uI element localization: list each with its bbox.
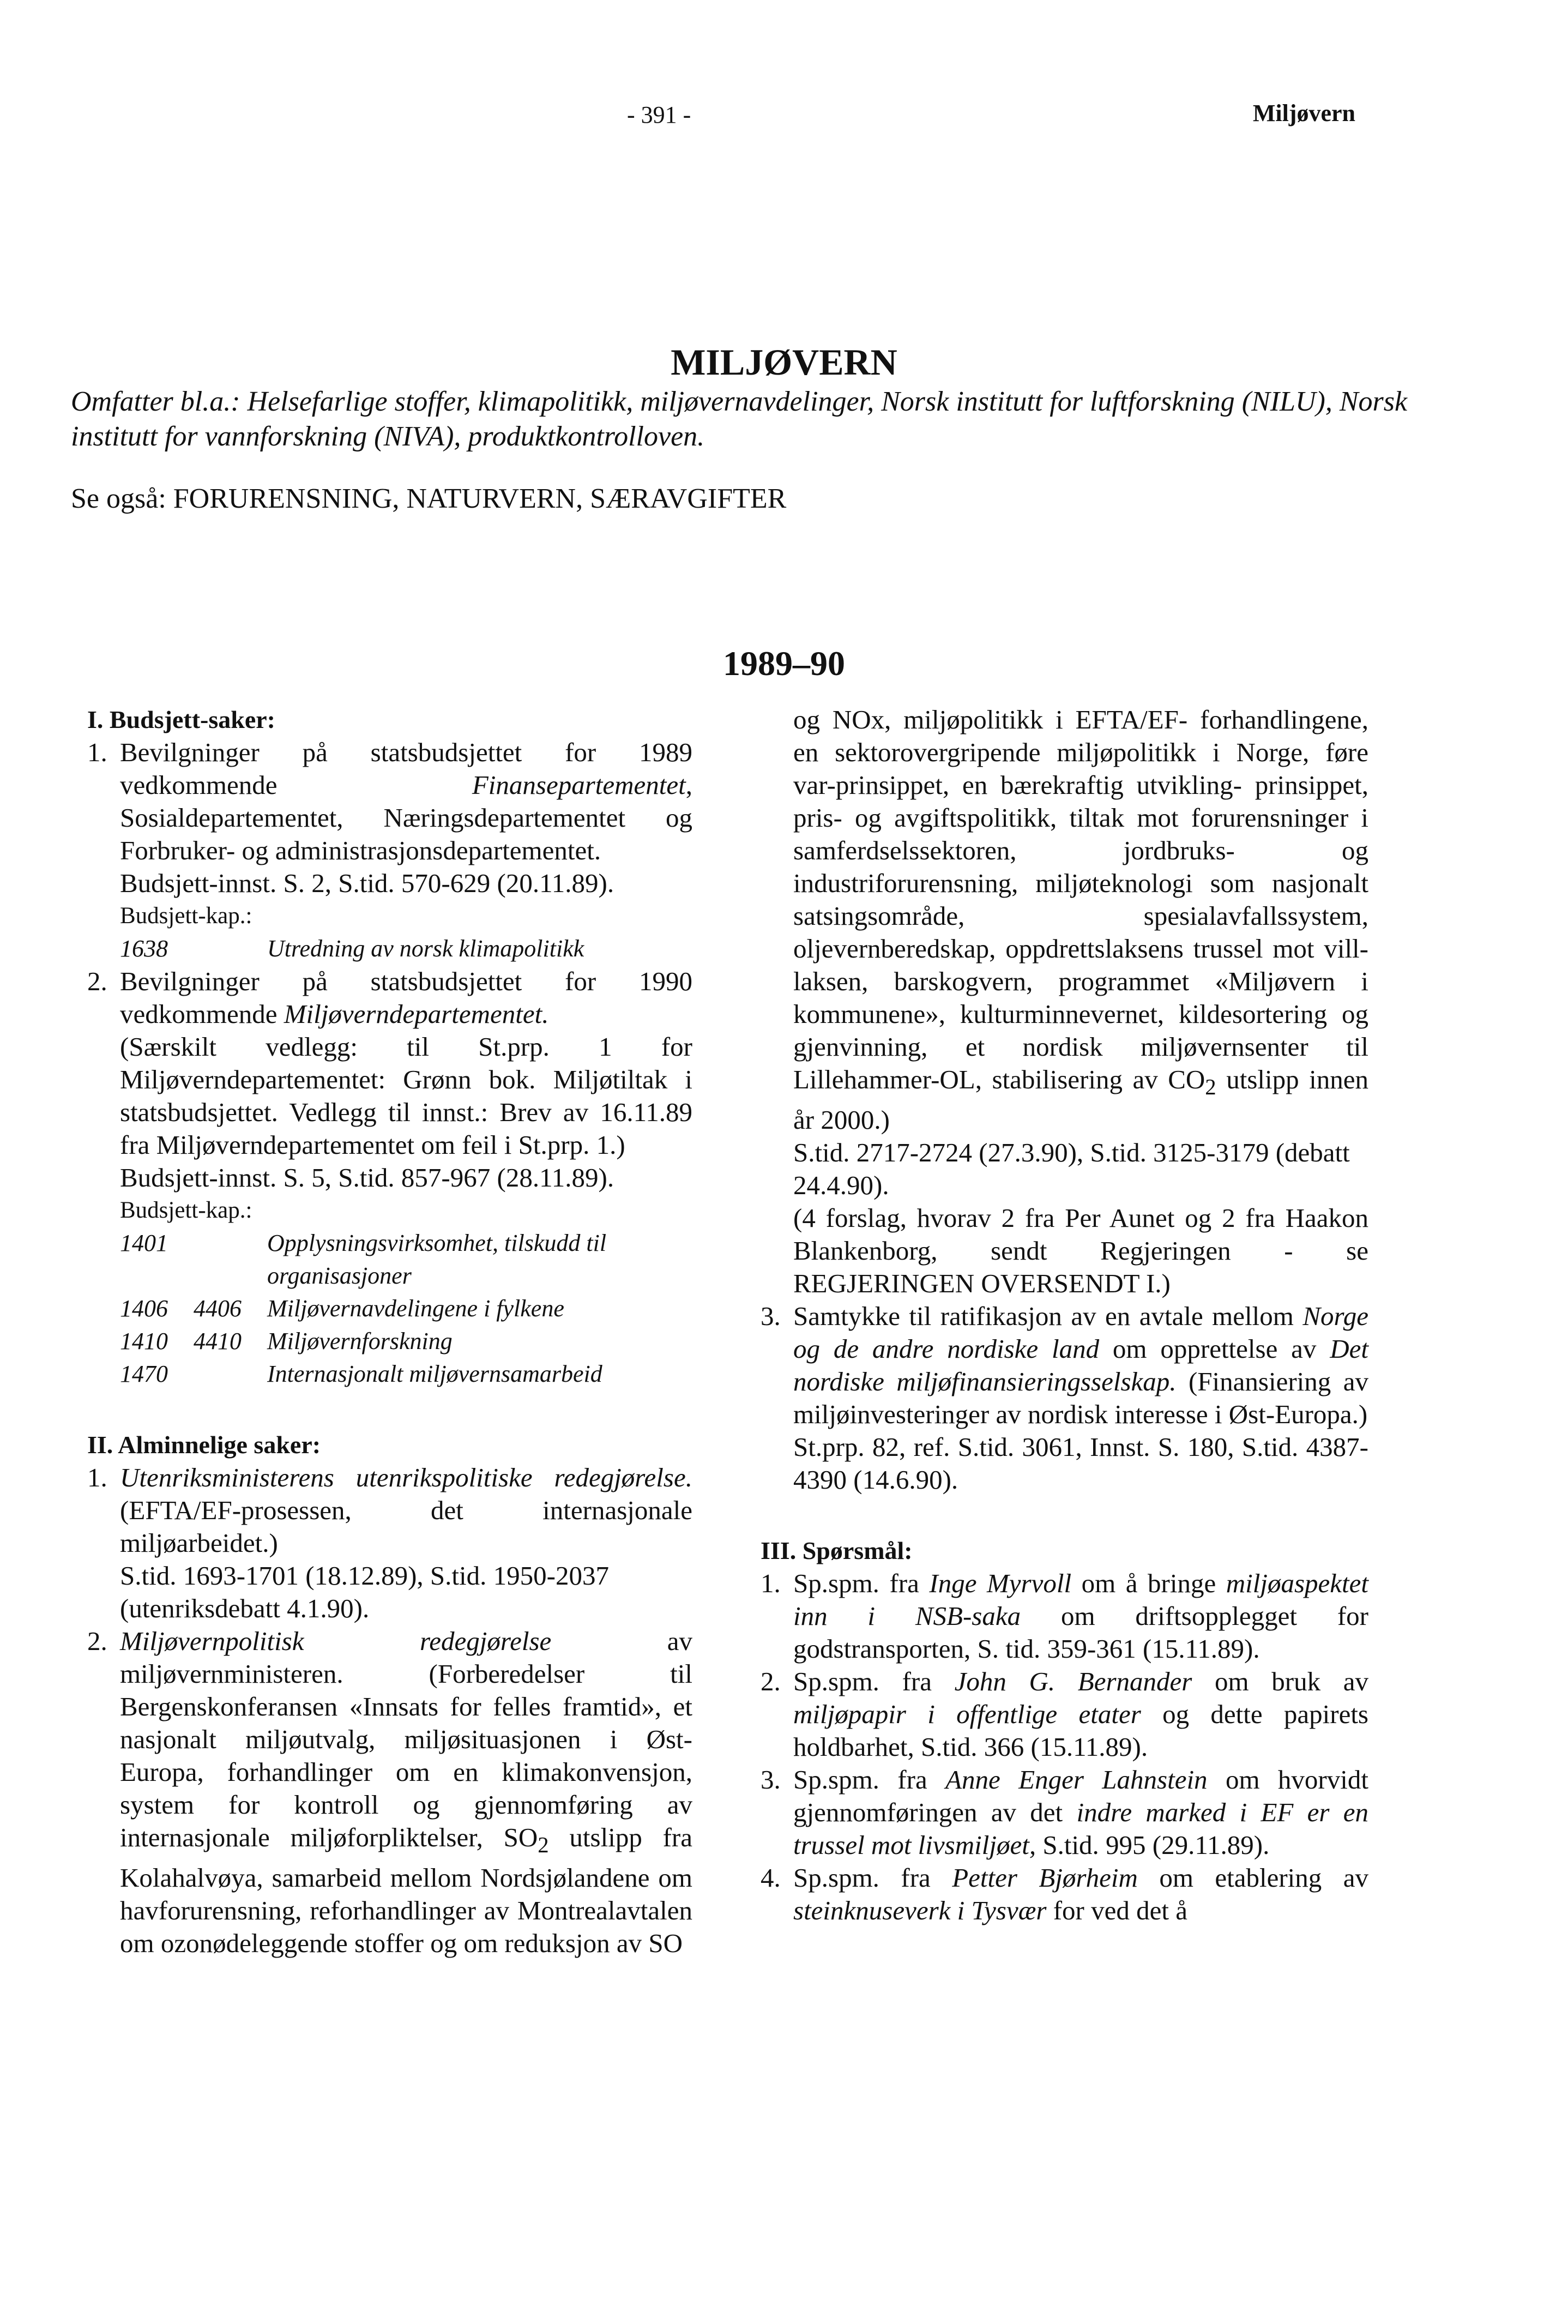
- item-text: Bevilgninger på statsbudsjettet for 1990 vedkommende Miljøverndepartementet.: [120, 966, 692, 1029]
- item-text: Sp.spm. fra Inge Myrvoll om å bringe miljøaspektet inn i NSB-saka om driftsopplegget for godstransporten, S. tid. 359-361 (15.11.89).: [793, 1568, 1368, 1664]
- see-also: Se også: FORURENSNING, NATURVERN, SÆRAVGIFTER: [71, 483, 787, 514]
- session-year: 1989–90: [723, 644, 845, 683]
- item-number: 1.: [761, 1568, 781, 1598]
- item-note: (Særskilt vedlegg: til St.prp. 1 for Miljøverndepartementet: Grønn bok. Miljøtiltak i statsbudsjettet. Vedlegg til innst.: Brev av 16.11.89 fra Miljøverndepartementet om feil i St.prp. 1.): [120, 1032, 692, 1160]
- budget-chapter-row: 1401 Opplysningsvirksomhet, tilskudd til organisasjoner: [120, 1230, 607, 1289]
- item-text: Bevilgninger på statsbudsjettet for 1989 vedkommende Finansepartementet, Sosialdepartementet, Næringsdepartementet og Forbruker- og administrasjonsdepartementet.: [120, 737, 692, 865]
- item-number: 1.: [87, 737, 107, 767]
- item-reference: S.tid. 1693-1701 (18.12.89), S.tid. 1950-2037 (utenriksdebatt 4.1.90).: [120, 1561, 609, 1623]
- item-note: (4 forslag, hvorav 2 fra Per Aunet og 2 fra Haakon Blankenborg, sendt Regjeringen - se REGJERINGEN OVERSENDT I.): [793, 1202, 1368, 1298]
- question-item: [761, 1567, 1368, 1665]
- item-number: 1.: [87, 1462, 107, 1492]
- page-title: MILJØVERN: [671, 341, 897, 383]
- question-item: [761, 1862, 1368, 1927]
- budget-chapter-row: 1410 4410 Miljøvernforskning: [120, 1328, 453, 1354]
- item-text: Sp.spm. fra Petter Bjørheim om etablering av steinknuseverk i Tysvær for ved det å: [793, 1862, 1368, 1925]
- item-number: 2.: [87, 1626, 107, 1656]
- scope-note: Omfatter bl.a.: Helsefarlige stoffer, klimapolitikk, miljøvernavdelinger, Norsk institutt for luftforskning (NILU), Norsk institutt for vannforskning (NIVA), produktkontrolloven.: [71, 386, 1408, 452]
- section-heading-questions: III. Spørsmål:: [761, 1536, 913, 1564]
- running-head: Miljøvern: [1252, 100, 1355, 127]
- item-number: 3.: [761, 1301, 781, 1331]
- general-item-3: [761, 1300, 1368, 1496]
- budget-chapter-label: Budsjett-kap.:: [120, 1197, 252, 1223]
- item-text: Utenriksministerens utenrikspolitiske redegjørelse. (EFTA/EF-prosessen, det internasjonale miljøarbeidet.): [120, 1462, 692, 1558]
- item-number: 2.: [761, 1666, 781, 1696]
- item-reference: Budsjett-innst. S. 5, S.tid. 857-967 (28.11.89).: [120, 1163, 614, 1193]
- question-item: [761, 1665, 1368, 1763]
- general-item-2-continued: [761, 703, 1368, 1300]
- general-item-2: [87, 1625, 692, 1960]
- budget-item-1: [87, 736, 692, 965]
- left-column: [87, 703, 692, 1960]
- item-text: og NOx, miljøpolitikk i EFTA/EF- forhandlingene, en sektorovergripende miljøpolitikk i Norge, føre var-prinsippet, en bærekraftig utvikling- prinsippet, pris- og avgiftspolitikk, tiltak mot forurensninger i samferdselssektoren, jordbruks- og industriforurensning, miljøteknologi som nasjonalt satsingsområde, spesialavfallssystem, oljevernberedskap, oppdrettslaksens trussel mot vill-laksen, barskogvern, programmet «Miljøvern i kommunene», kulturminnevernet, kildesortering og gjenvinning, et nordisk miljøvernsenter til Lillehammer-OL, stabilisering av $CO_2$ utslipp innen år 2000.): [793, 705, 1368, 1135]
- page-number: - 391 -: [627, 101, 691, 128]
- section-heading-general: II. Alminnelige saker:: [87, 1431, 321, 1459]
- item-reference: Budsjett-innst. S. 2, S.tid. 570-629 (20.11.89).: [120, 868, 614, 898]
- item-number: 3.: [761, 1764, 781, 1795]
- item-text: Sp.spm. fra Anne Enger Lahnstein om hvorvidt gjennomføringen av det indre marked i EF er en trussel mot livsmiljøet, S.tid. 995 (29.11.89).: [793, 1764, 1368, 1860]
- section-heading-budget: I. Budsjett-saker:: [87, 706, 275, 733]
- general-item-1: [87, 1461, 692, 1625]
- right-column: [761, 703, 1368, 1927]
- budget-chapter-label: Budsjett-kap.:: [120, 903, 252, 929]
- question-item: [761, 1763, 1368, 1862]
- item-text: Miljøvernpolitisk redegjørelse av miljøvernministeren. (Forberedelser til Bergenskonferansen «Innsats for felles framtid», et nasjonalt miljøutvalg, miljøsituasjonen i Øst- Europa, forhandlinger om en klimakonvensjon, system for kontroll og gjennomføring av internasjonale miljøforpliktelser, $SO_2$ utslipp fra Kolahalvøya, samarbeid mellom Nordsjølandene om havforurensning, reforhandlinger av Montrealavtalen om ozonødeleggende stoffer og om reduksjon av SO: [120, 1626, 692, 1958]
- item-text: Samtykke til ratifikasjon av en avtale mellom Norge og de andre nordiske land om opprettelse av Det nordiske miljøfinansieringsselskap. (Finansiering av miljøinvesteringer av nordisk interesse i Øst-Europa.): [793, 1301, 1368, 1429]
- budget-chapter-row: 1406 4406 Miljøvernavdelingene i fylkene: [120, 1295, 564, 1322]
- item-reference: S.tid. 2717-2724 (27.3.90), S.tid. 3125-3179 (debatt 24.4.90).: [793, 1137, 1350, 1200]
- item-text: Sp.spm. fra John G. Bernander om bruk av miljøpapir i offentlige etater og dette papirets holdbarhet, S.tid. 366 (15.11.89).: [793, 1666, 1368, 1762]
- budget-chapter-row: 1638 Utredning av norsk klimapolitikk: [120, 935, 584, 962]
- item-number: 2.: [87, 966, 107, 996]
- budget-item-2: [87, 965, 692, 1390]
- item-reference: St.prp. 82, ref. S.tid. 3061, Innst. S. 180, S.tid. 4387- 4390 (14.6.90).: [793, 1431, 1368, 1495]
- budget-chapter-row: 1470 Internasjonalt miljøvernsamarbeid: [120, 1360, 602, 1387]
- item-number: 4.: [761, 1862, 781, 1893]
